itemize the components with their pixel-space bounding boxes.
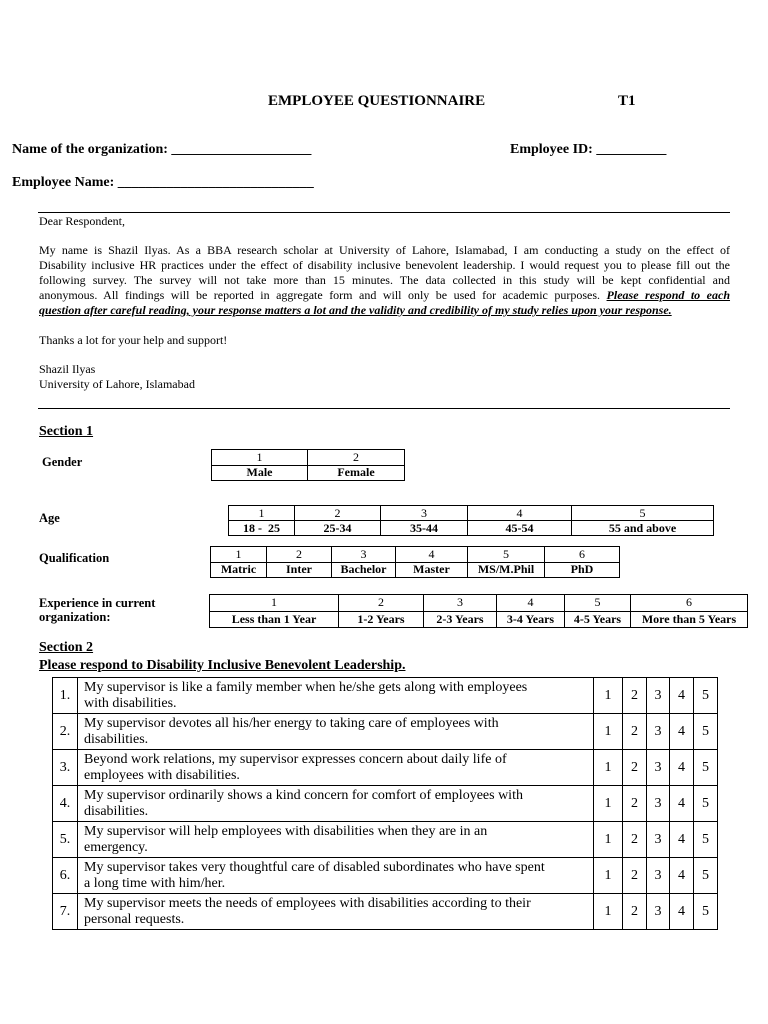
table-row bbox=[53, 822, 718, 858]
rating-option: 4 bbox=[670, 750, 694, 786]
qualification-code: 3 bbox=[332, 547, 396, 563]
signature-name: Shazil Ilyas bbox=[39, 362, 96, 376]
statement-line: employees with disabilities. bbox=[84, 767, 240, 783]
qualification-code: 6 bbox=[545, 547, 620, 563]
organization-field bbox=[12, 142, 311, 158]
statement-line: My supervisor meets the needs of employees with disabilities according to their bbox=[84, 895, 531, 911]
age-option: 25-34 bbox=[295, 521, 381, 536]
section2-instruction: Please respond to Disability Inclusive Benevolent Leadership. bbox=[39, 658, 406, 673]
gender-options-table bbox=[211, 449, 405, 481]
gender-label: Gender bbox=[42, 455, 83, 469]
experience-code: 1 bbox=[210, 595, 339, 612]
letter-line: Disability inclusive HR practices under the effect of disability inclusive benevolent leadership. I would request you to please fill out the bbox=[39, 258, 730, 272]
statement-line: My supervisor is like a family member when he/she gets along with employees bbox=[84, 679, 528, 695]
statement-line: a long time with him/her. bbox=[84, 875, 226, 891]
rating-option: 3 bbox=[647, 750, 670, 786]
experience-code: 5 bbox=[565, 595, 631, 612]
age-code: 2 bbox=[295, 506, 381, 521]
item-number: 3. bbox=[53, 750, 78, 786]
rating-option: 3 bbox=[647, 894, 670, 930]
rating-option: 2 bbox=[623, 678, 647, 714]
rating-option: 4 bbox=[670, 858, 694, 894]
qualification-options-table bbox=[210, 546, 620, 578]
statement-line: with disabilities. bbox=[84, 695, 177, 711]
item-number: 7. bbox=[53, 894, 78, 930]
item-statement bbox=[78, 822, 594, 858]
letter-line: following survey. The survey will not take more than 15 minutes. The data collected in this study will be kept confidential and bbox=[39, 273, 730, 287]
qualification-option: MS/M.Phil bbox=[468, 562, 545, 578]
rating-option: 2 bbox=[623, 750, 647, 786]
letter-line-plain: anonymous. All findings will be reported in aggregate form and will only be used for academic purposes. bbox=[39, 288, 601, 302]
rating-option: 3 bbox=[647, 858, 670, 894]
experience-code: 4 bbox=[497, 595, 565, 612]
item-statement bbox=[78, 750, 594, 786]
rating-option: 2 bbox=[623, 858, 647, 894]
experience-option: 2-3 Years bbox=[424, 611, 497, 628]
statement-line: Beyond work relations, my supervisor expresses concern about daily life of bbox=[84, 751, 507, 767]
rating-option: 1 bbox=[594, 678, 623, 714]
rating-option: 4 bbox=[670, 894, 694, 930]
letter-emphasis-line: question after careful reading, your response matters a lot and the validity and credibility of my study relies upon your response. bbox=[39, 303, 672, 317]
qualification-label: Qualification bbox=[39, 551, 110, 565]
experience-option: 4-5 Years bbox=[565, 611, 631, 628]
table-row bbox=[53, 786, 718, 822]
table-row bbox=[53, 750, 718, 786]
rating-option: 1 bbox=[594, 858, 623, 894]
divider-bottom bbox=[38, 408, 730, 409]
form-code: T1 bbox=[618, 93, 636, 109]
rating-option: 1 bbox=[594, 786, 623, 822]
employee-name-field bbox=[12, 175, 314, 191]
rating-option: 3 bbox=[647, 786, 670, 822]
employee-name-label: Employee Name: bbox=[12, 175, 115, 190]
letter-greeting: Dear Respondent, bbox=[39, 214, 125, 228]
rating-option: 2 bbox=[623, 714, 647, 750]
age-code: 5 bbox=[572, 506, 714, 521]
age-option: 18 - 25 bbox=[229, 521, 295, 536]
age-label: Age bbox=[39, 511, 60, 525]
employee-id-field bbox=[510, 142, 666, 158]
section2-title: Section 2 bbox=[39, 640, 94, 655]
rating-option: 4 bbox=[670, 822, 694, 858]
experience-code: 2 bbox=[339, 595, 424, 612]
gender-code: 2 bbox=[308, 450, 405, 466]
statement-line: My supervisor will help employees with disabilities when they are in an bbox=[84, 823, 488, 839]
rating-option: 3 bbox=[647, 822, 670, 858]
table-row bbox=[53, 894, 718, 930]
qualification-code: 1 bbox=[211, 547, 267, 563]
item-statement bbox=[78, 678, 594, 714]
rating-option: 5 bbox=[694, 858, 718, 894]
qualification-code: 2 bbox=[267, 547, 332, 563]
gender-code: 1 bbox=[212, 450, 308, 466]
item-statement bbox=[78, 858, 594, 894]
age-code: 1 bbox=[229, 506, 295, 521]
item-number: 4. bbox=[53, 786, 78, 822]
rating-option: 3 bbox=[647, 678, 670, 714]
rating-option: 4 bbox=[670, 678, 694, 714]
rating-option: 1 bbox=[594, 822, 623, 858]
qualification-option: Matric bbox=[211, 562, 267, 578]
experience-option: 1-2 Years bbox=[339, 611, 424, 628]
item-number: 6. bbox=[53, 858, 78, 894]
rating-option: 5 bbox=[694, 714, 718, 750]
rating-option: 2 bbox=[623, 894, 647, 930]
qualification-code: 4 bbox=[396, 547, 468, 563]
item-statement bbox=[78, 894, 594, 930]
rating-option: 1 bbox=[594, 714, 623, 750]
experience-code: 3 bbox=[424, 595, 497, 612]
table-row bbox=[53, 858, 718, 894]
statement-line: disabilities. bbox=[84, 731, 149, 747]
item-number: 2. bbox=[53, 714, 78, 750]
rating-option: 5 bbox=[694, 822, 718, 858]
age-option: 45-54 bbox=[468, 521, 572, 536]
qualification-option: Bachelor bbox=[332, 562, 396, 578]
age-option: 55 and above bbox=[572, 521, 714, 536]
gender-option: Female bbox=[308, 465, 405, 481]
signature-affiliation: University of Lahore, Islamabad bbox=[39, 377, 195, 391]
section1-title: Section 1 bbox=[39, 424, 94, 439]
rating-option: 5 bbox=[694, 786, 718, 822]
item-statement bbox=[78, 786, 594, 822]
qualification-code: 5 bbox=[468, 547, 545, 563]
employee-id-blank: __________ bbox=[596, 142, 667, 157]
statement-line: disabilities. bbox=[84, 803, 149, 819]
item-number: 5. bbox=[53, 822, 78, 858]
statement-line: My supervisor ordinarily shows a kind concern for comfort of employees with bbox=[84, 787, 523, 803]
experience-label bbox=[39, 596, 155, 624]
leadership-items-table bbox=[52, 677, 718, 930]
age-option: 35-44 bbox=[381, 521, 468, 536]
statement-line: emergency. bbox=[84, 839, 148, 855]
qualification-option: Inter bbox=[267, 562, 332, 578]
organization-blank: ____________________ bbox=[171, 142, 312, 157]
experience-code: 6 bbox=[631, 595, 748, 612]
statement-line: My supervisor devotes all his/her energy to taking care of employees with bbox=[84, 715, 499, 731]
rating-option: 3 bbox=[647, 714, 670, 750]
rating-option: 4 bbox=[670, 786, 694, 822]
letter-emphasis: Please respond to each bbox=[606, 288, 731, 302]
table-row bbox=[53, 714, 718, 750]
qualification-option: Master bbox=[396, 562, 468, 578]
rating-option: 2 bbox=[623, 822, 647, 858]
rating-option: 4 bbox=[670, 714, 694, 750]
age-code: 3 bbox=[381, 506, 468, 521]
experience-option: More than 5 Years bbox=[631, 611, 748, 628]
experience-label-line: organization: bbox=[39, 610, 111, 624]
divider-top bbox=[38, 212, 730, 213]
employee-name-blank: ____________________________ bbox=[117, 175, 314, 190]
employee-id-label: Employee ID: bbox=[510, 142, 593, 157]
statement-line: personal requests. bbox=[84, 911, 185, 927]
rating-option: 1 bbox=[594, 750, 623, 786]
qualification-option: PhD bbox=[545, 562, 620, 578]
rating-option: 5 bbox=[694, 750, 718, 786]
questionnaire-title: EMPLOYEE QUESTIONNAIRE bbox=[268, 93, 486, 109]
experience-label-line: Experience in current bbox=[39, 596, 156, 610]
table-row bbox=[53, 678, 718, 714]
item-number: 1. bbox=[53, 678, 78, 714]
rating-option: 1 bbox=[594, 894, 623, 930]
letter-line-mixed bbox=[39, 288, 730, 303]
rating-option: 2 bbox=[623, 786, 647, 822]
experience-option: Less than 1 Year bbox=[210, 611, 339, 628]
letter-line: My name is Shazil Ilyas. As a BBA research scholar at University of Lahore, Islamabad, I am conducting a study on the effect of bbox=[39, 243, 730, 257]
experience-option: 3-4 Years bbox=[497, 611, 565, 628]
statement-line: My supervisor takes very thoughtful care of disabled subordinates who have spent bbox=[84, 859, 545, 875]
age-code: 4 bbox=[468, 506, 572, 521]
organization-label: Name of the organization: bbox=[12, 142, 168, 157]
item-statement bbox=[78, 714, 594, 750]
experience-options-table bbox=[209, 594, 748, 628]
letter-thanks: Thanks a lot for your help and support! bbox=[39, 333, 228, 347]
rating-option: 5 bbox=[694, 678, 718, 714]
gender-option: Male bbox=[212, 465, 308, 481]
age-options-table bbox=[228, 505, 714, 536]
rating-option: 5 bbox=[694, 894, 718, 930]
